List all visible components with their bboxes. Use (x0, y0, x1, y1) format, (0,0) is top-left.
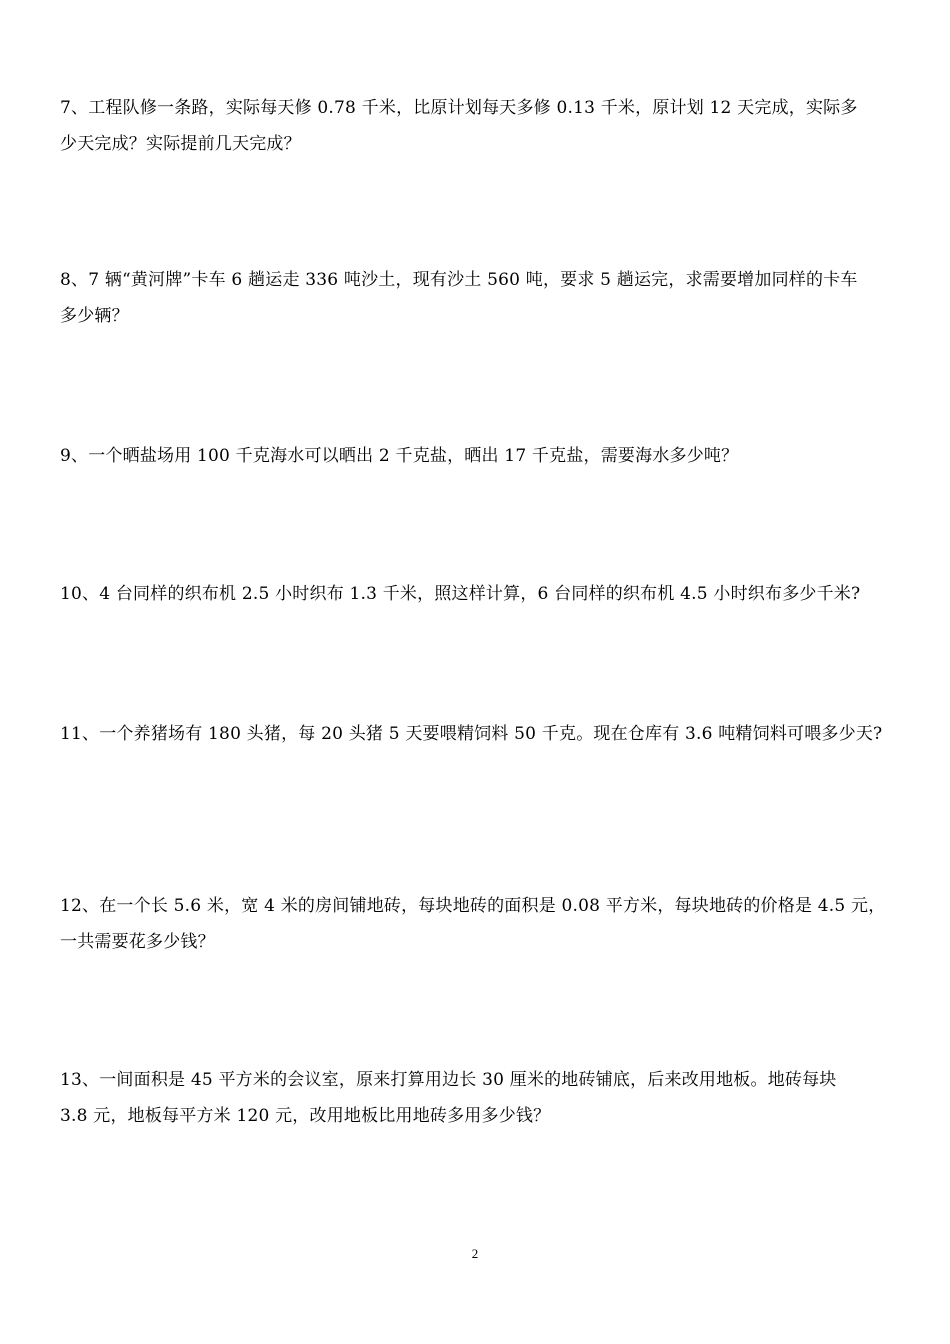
problem-8 (60, 262, 900, 334)
problem-12-line-1: 12、在一个长 5.6 米，宽 4 米的房间铺地砖，每块地砖的面积是 0.08 平方米，每块地砖的价格是 4.5 元， (60, 896, 886, 916)
problem-10 (60, 576, 900, 612)
problem-9-line-1: 9、一个晒盐场用 100 千克海水可以晒出 2 千克盐，晒出 17 千克盐，需要海水多少吨？ (60, 446, 739, 466)
problem-9 (60, 438, 900, 474)
problem-10-line-1: 10、4 台同样的织布机 2.5 小时织布 1.3 千米，照这样计算，6 台同样的织布机 4.5 小时织布多少千米? (60, 584, 861, 604)
problem-8-line-1: 8、7 辆“黄河牌”卡车 6 趟运走 336 吨沙土，现有沙土 560 吨，要求 5 趟运完，求需要增加同样的卡车 (60, 270, 858, 290)
problem-7-line-1: 7、工程队修一条路，实际每天修 0.78 千米，比原计划每天多修 0.13 千米，原计划 12 天完成，实际多 (60, 98, 858, 118)
problem-11 (60, 716, 900, 752)
problem-8-line-2: 多少辆？ (60, 306, 129, 326)
problem-11-line-1: 11、一个养猪场有 180 头猪，每 20 头猪 5 天要喂精饲料 50 千克。现在仓库有 3.6 吨精饲料可喂多少天? (60, 724, 883, 744)
problem-12 (60, 888, 900, 960)
problem-13 (60, 1062, 900, 1134)
page-number: 2 (471, 1246, 479, 1261)
problem-7-line-2: 少天完成？实际提前几天完成？ (60, 134, 301, 154)
problem-13-line-2: 3.8 元，地板每平方米 120 元，改用地板比用地砖多用多少钱？ (60, 1106, 551, 1126)
problem-7 (60, 90, 900, 162)
problem-12-line-2: 一共需要花多少钱？ (60, 932, 215, 952)
problem-13-line-1: 13、一间面积是 45 平方米的会议室，原来打算用边长 30 厘米的地砖铺底，后来改用地板。地砖每块 (60, 1070, 837, 1090)
